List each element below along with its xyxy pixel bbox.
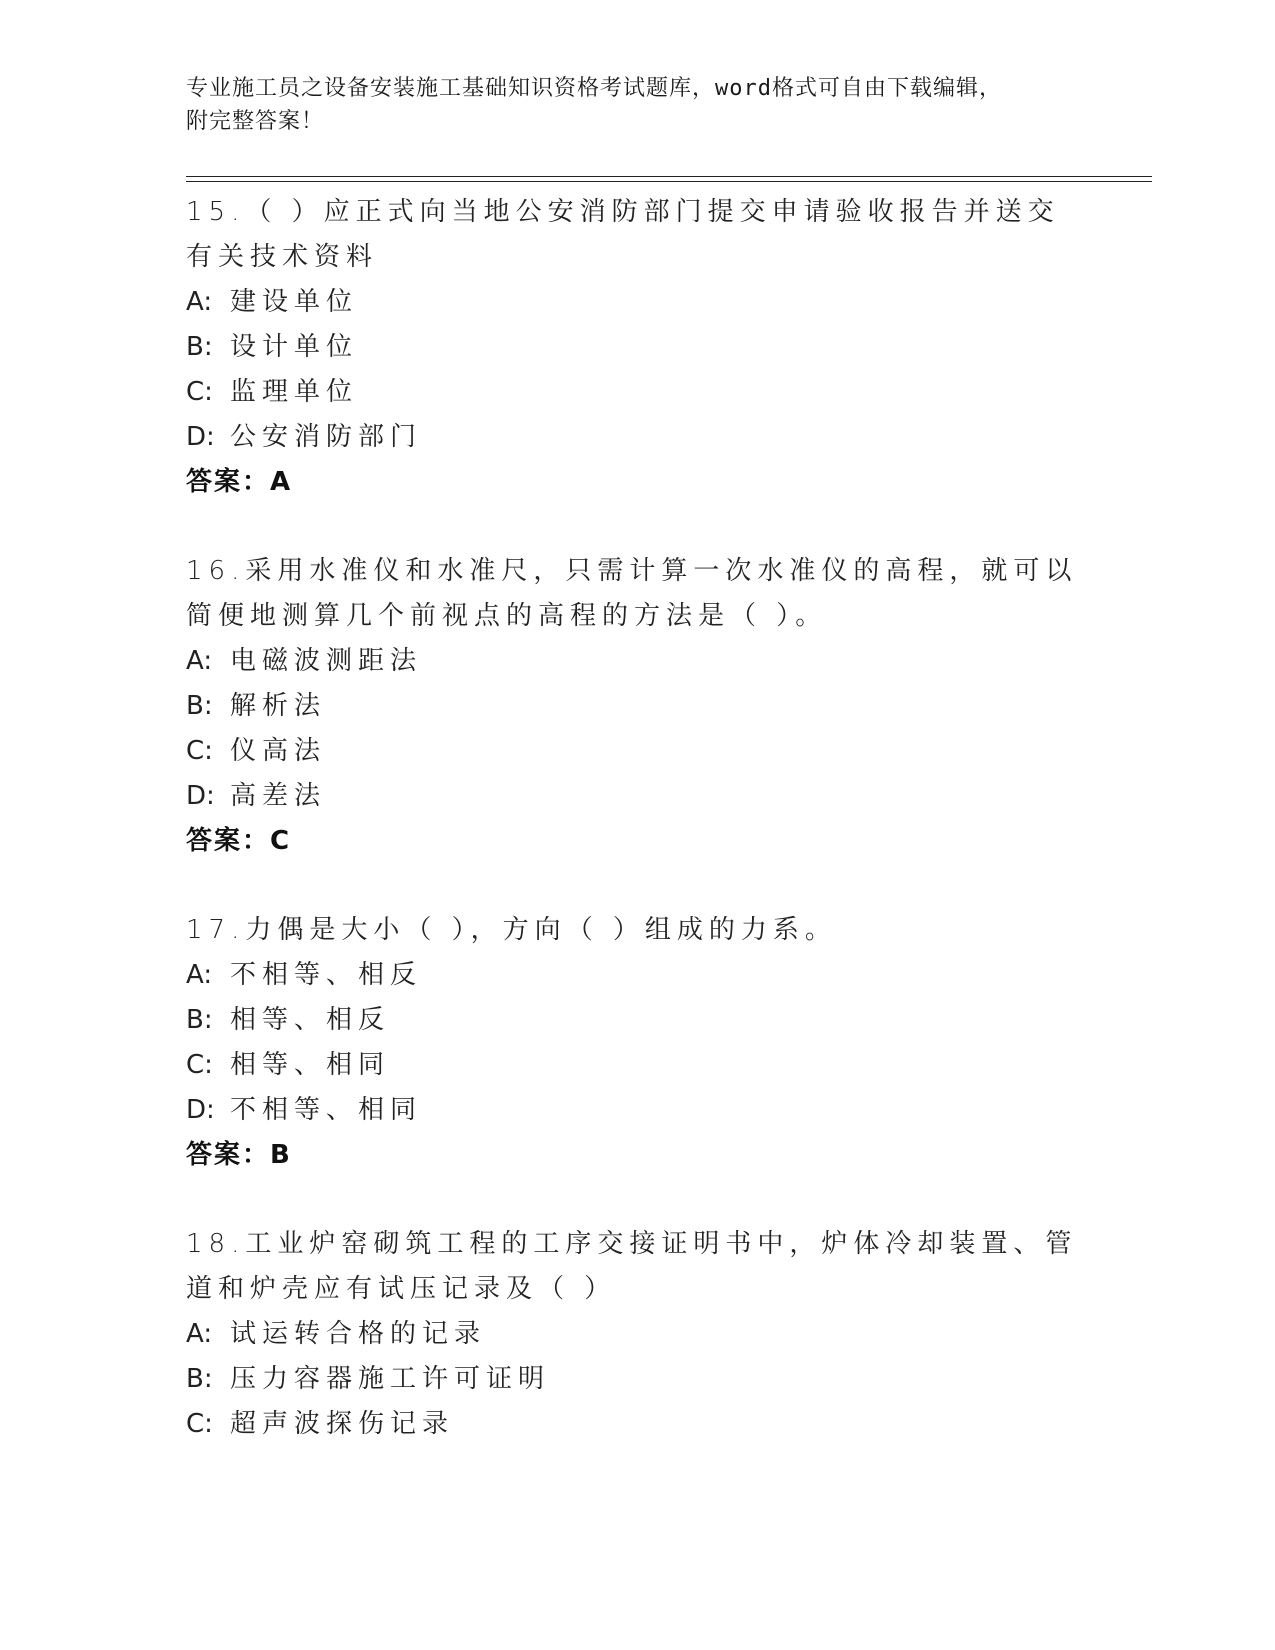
option-a [186,280,1086,325]
option-text: 设计单位 [230,332,359,362]
option-b [186,998,1086,1043]
question-18 [186,1222,1086,1447]
question-15 [186,190,1086,505]
option-key: A: [186,287,213,317]
option-text: 公安消防部门 [230,422,423,452]
option-c [186,1402,1086,1447]
question-stem: 17.力偶是大小（ ），方向（ ）组成的力系。 [186,915,837,945]
question-stem: 15.（ ）应正式向当地公安消防部门提交申请验收报告并送交有关技术资料 [186,197,1060,272]
header-line-1: 专业施工员之设备安装施工基础知识资格考试题库，word格式可自由下载编辑， [186,76,1002,101]
option-c [186,370,1086,415]
option-key: D: [186,1095,215,1125]
option-key: C: [186,736,213,766]
option-a [186,1312,1086,1357]
option-text: 不相等、相同 [230,1095,423,1125]
document-header [186,72,1086,138]
option-text: 压力容器施工许可证明 [230,1364,551,1394]
option-b [186,684,1086,729]
option-key: B: [186,1005,213,1035]
question-stem: 18.工业炉窑砌筑工程的工序交接证明书中，炉体冷却装置、管道和炉壳应有试压记录及（ ） [186,1229,1078,1304]
option-a [186,639,1086,684]
option-key: D: [186,422,215,452]
option-key: C: [186,1409,213,1439]
option-text: 电磁波测距法 [230,646,423,676]
option-text: 仪高法 [230,736,327,766]
header-divider-top [186,176,1152,177]
option-text: 超声波探伤记录 [230,1409,455,1439]
question-16 [186,549,1086,864]
option-text: 相等、相同 [230,1050,391,1080]
option-text: 试运转合格的记录 [230,1319,487,1349]
option-key: A: [186,646,213,676]
option-key: B: [186,691,213,721]
option-key: A: [186,1319,213,1349]
answer-line: 答案：A [186,467,293,497]
question-list [186,190,1086,1491]
option-d [186,1088,1086,1133]
question-stem: 16.采用水准仪和水准尺，只需计算一次水准仪的高程，就可以简便地测算几个前视点的高程的方法是（ ）。 [186,556,1078,631]
header-line-2: 附完整答案！ [186,109,325,134]
option-text: 不相等、相反 [230,960,423,990]
option-text: 监理单位 [230,377,359,407]
option-key: B: [186,1364,213,1394]
answer-line: 答案：C [186,826,292,856]
option-c [186,729,1086,774]
option-text: 建设单位 [230,287,359,317]
answer-line: 答案：B [186,1140,292,1170]
option-text: 相等、相反 [230,1005,391,1035]
option-key: B: [186,332,213,362]
option-key: A: [186,960,213,990]
option-b [186,1357,1086,1402]
option-b [186,325,1086,370]
question-17 [186,908,1086,1178]
option-text: 高差法 [230,781,327,811]
option-key: D: [186,781,215,811]
option-c [186,1043,1086,1088]
option-key: C: [186,377,213,407]
option-text: 解析法 [230,691,327,721]
option-key: C: [186,1050,213,1080]
option-d [186,774,1086,819]
option-a [186,953,1086,998]
option-d [186,415,1086,460]
header-divider-bottom [186,181,1152,182]
